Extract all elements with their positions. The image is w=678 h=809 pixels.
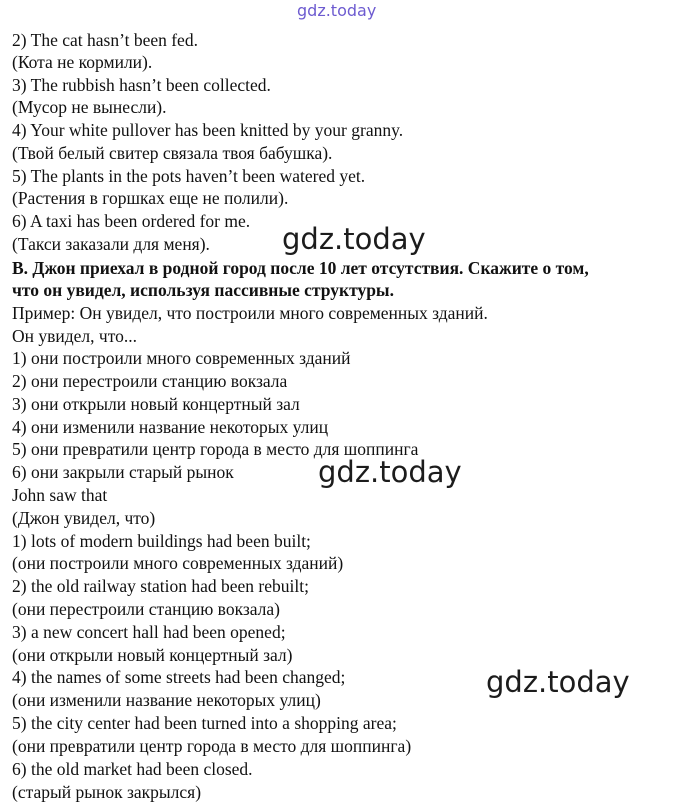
section-heading: В. Джон приехал в родной город после 10 лет отсутствия. Скажите о том, <box>12 258 589 278</box>
text-line: 1) они построили много современных зданий <box>12 348 351 368</box>
text-line: 4) Your white pullover has been knitted by your granny. <box>12 120 404 140</box>
watermark-mid: gdz.today <box>318 455 462 489</box>
text-line: (они превратили центр города в место для шоппинга) <box>12 736 412 756</box>
text-line: 5) the city center had been turned into a shopping area; <box>12 713 397 733</box>
text-line: 5) The plants in the pots haven’t been watered yet. <box>12 166 366 186</box>
text-line: (старый рынок закрылся) <box>12 782 202 802</box>
text-line: 4) the names of some streets had been changed; <box>12 667 346 687</box>
text-line: (Кота не кормили). <box>12 52 153 72</box>
text-line: (они открыли новый концертный зал) <box>12 645 293 665</box>
watermark-mid: gdz.today <box>282 222 426 256</box>
text-line: (Мусор не вынесли). <box>12 97 167 117</box>
text-line: 6) они закрыли старый рынок <box>12 462 234 482</box>
text-line: (Такси заказали для меня). <box>12 234 210 254</box>
text-line: 5) они превратили центр города в место для шоппинга <box>12 439 419 459</box>
watermark-top: gdz.today <box>297 1 377 20</box>
text-line: Он увидел, что... <box>12 326 138 346</box>
text-line: 2) они перестроили станцию вокзала <box>12 371 288 391</box>
text-line: (они построили много современных зданий) <box>12 553 344 573</box>
text-line: (Джон увидел, что) <box>12 508 156 528</box>
text-line: (Твой белый свитер связала твоя бабушка). <box>12 143 333 163</box>
section-heading: что он увидел, используя пассивные структуры. <box>12 280 394 300</box>
text-line: Пример: Он увидел, что построили много современных зданий. <box>12 303 488 323</box>
text-line: (они перестроили станцию вокзала) <box>12 599 281 619</box>
text-line: 6) the old market had been closed. <box>12 759 253 779</box>
text-line: 6) A taxi has been ordered for me. <box>12 211 251 231</box>
watermark-bottom: gdz.today <box>486 665 630 699</box>
text-line: 3) a new concert hall had been opened; <box>12 622 286 642</box>
text-line: (Растения в горшках еще не полили). <box>12 188 289 208</box>
text-line: 1) lots of modern buildings had been built; <box>12 531 311 551</box>
text-line: 3) The rubbish hasn’t been collected. <box>12 75 271 95</box>
text-line: 3) они открыли новый концертный зал <box>12 394 300 414</box>
text-line: 2) The cat hasn’t been fed. <box>12 30 198 50</box>
text-line: 2) the old railway station had been rebuilt; <box>12 576 309 596</box>
text-line: John saw that <box>12 485 108 505</box>
text-line: 4) они изменили название некоторых улиц <box>12 417 329 437</box>
text-line: (они изменили название некоторых улиц) <box>12 690 321 710</box>
